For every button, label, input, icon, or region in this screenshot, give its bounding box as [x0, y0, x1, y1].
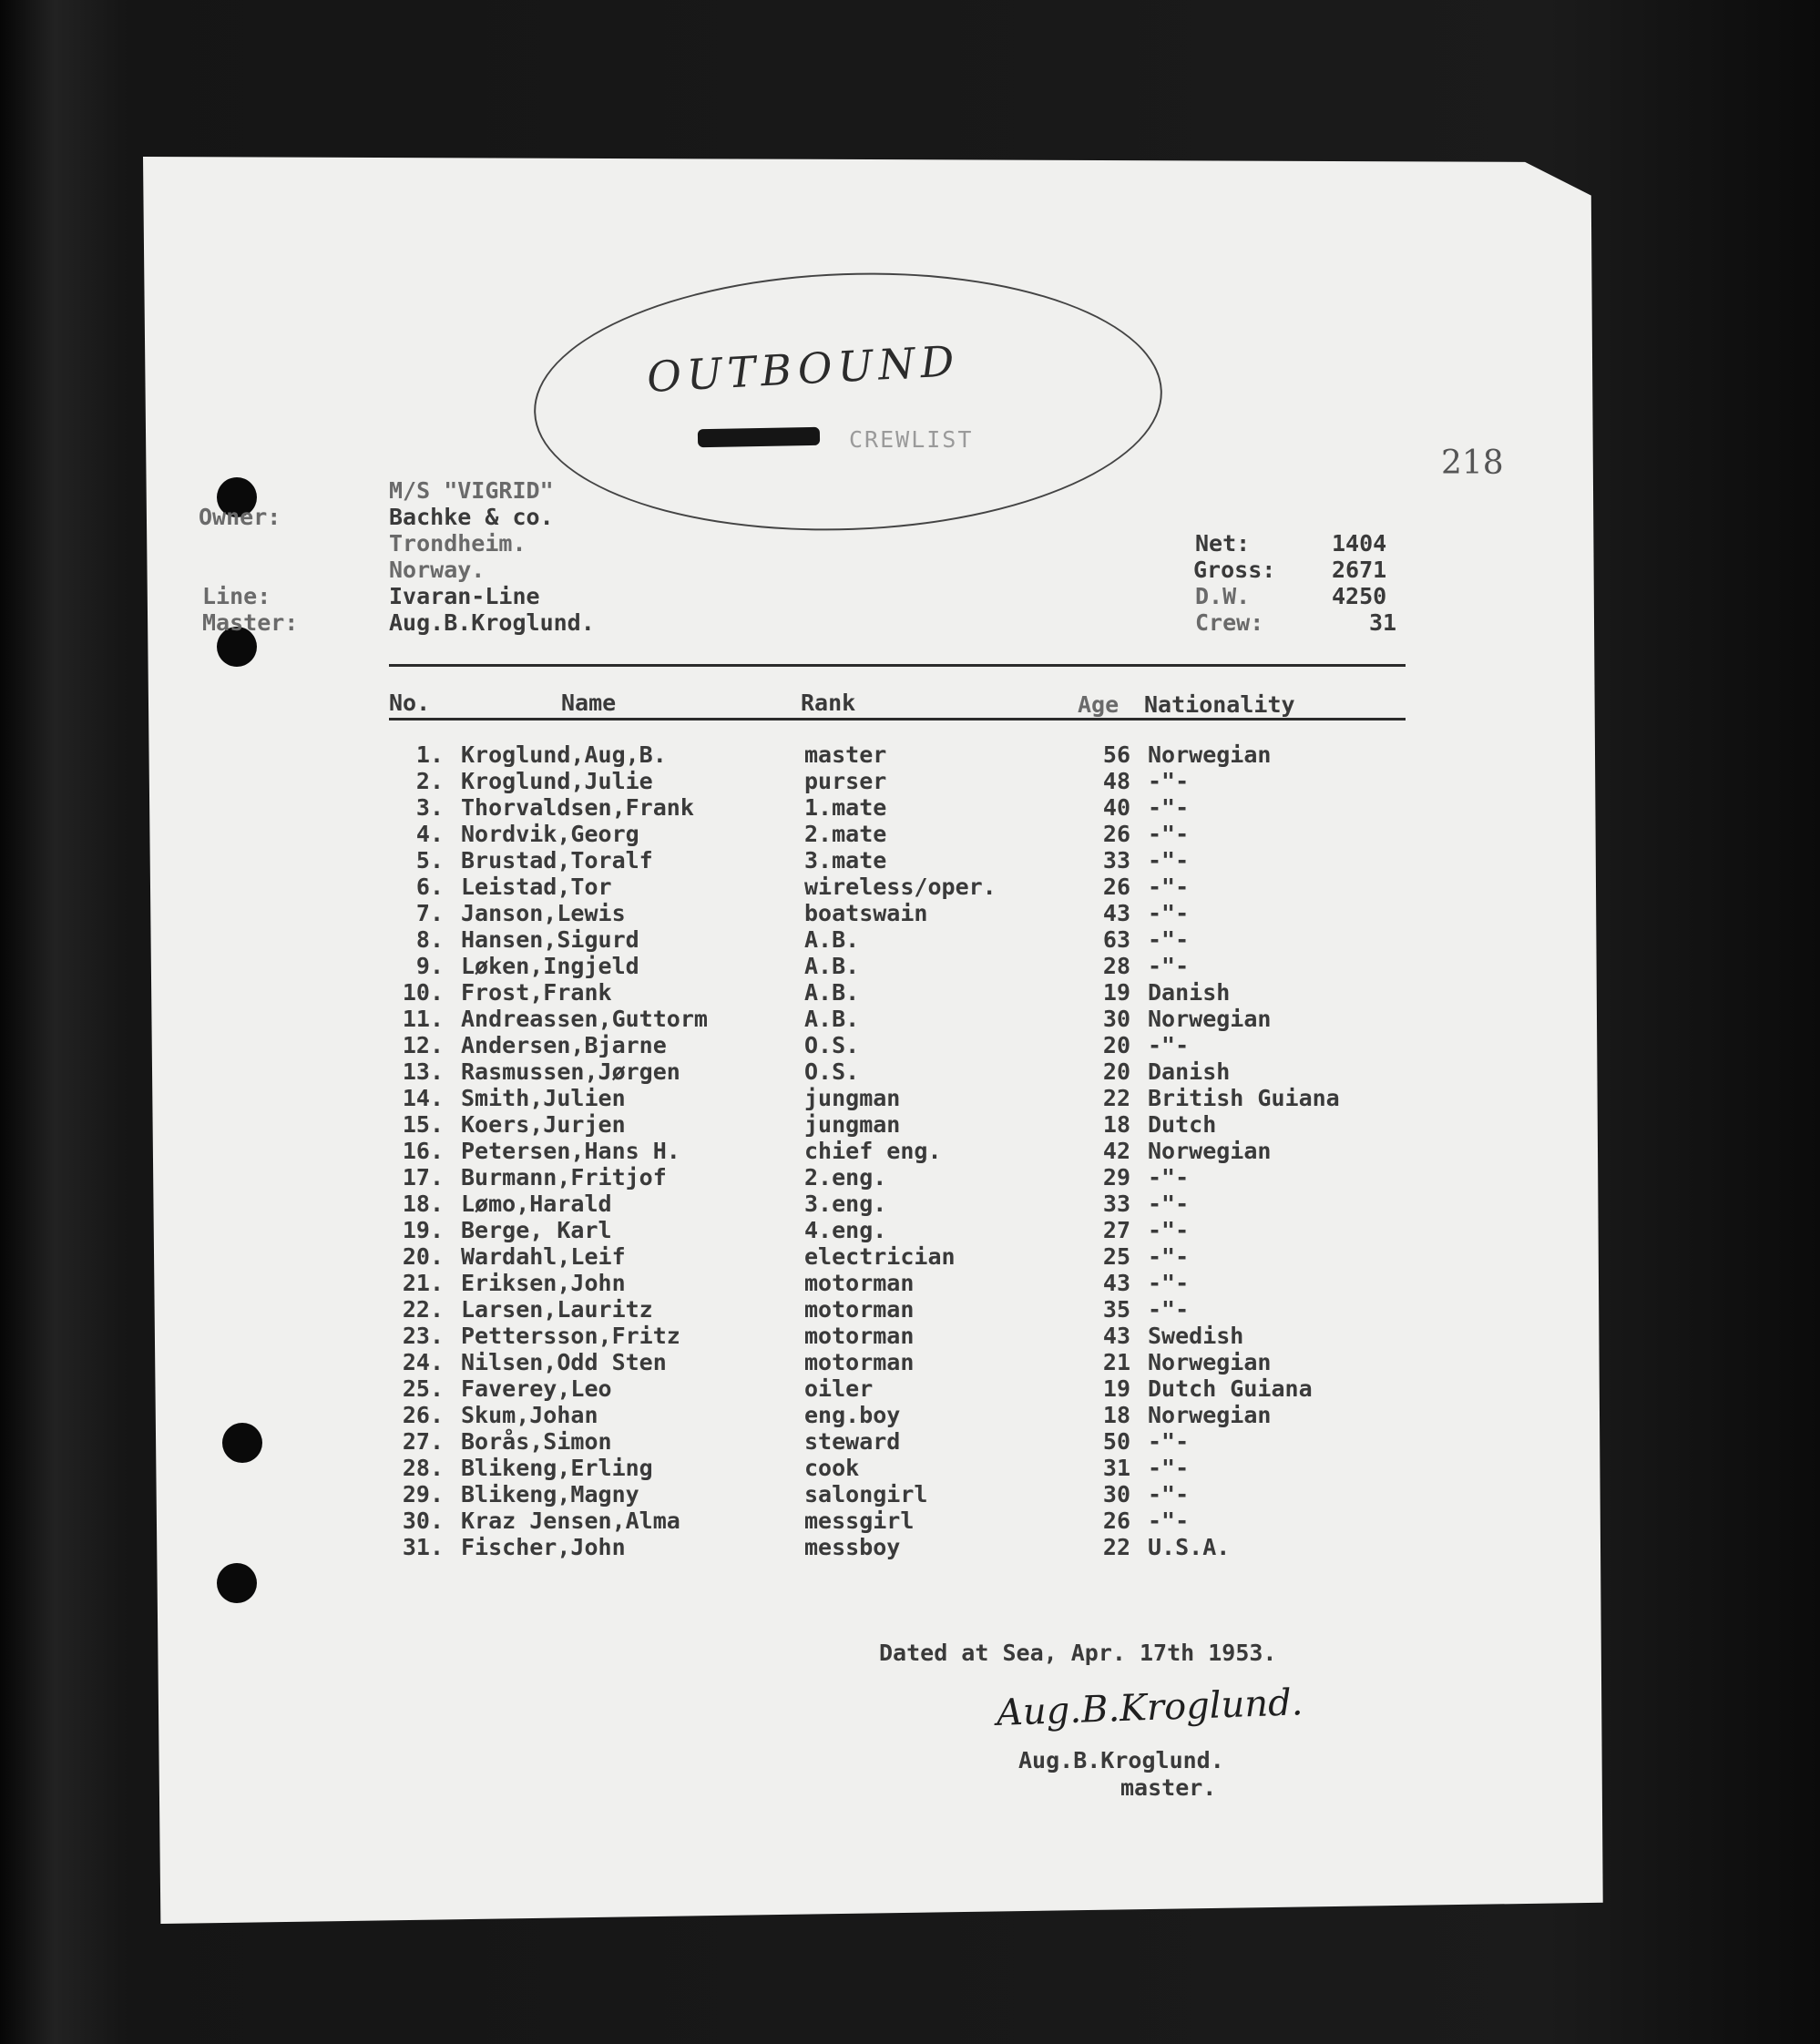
crew-nationality: -"- [1148, 1296, 1190, 1323]
crew-no: 7. [415, 900, 444, 926]
crew-row [0, 926, 1820, 953]
crew-row [0, 953, 1820, 979]
crew-nationality: -"- [1148, 1164, 1190, 1191]
crew-no: 1. [415, 741, 444, 768]
crew-rank: steward [804, 1428, 901, 1455]
crew-age: 22 [1102, 1534, 1130, 1560]
crew-row [0, 1138, 1820, 1164]
crew-no: 19. [402, 1217, 444, 1243]
crew-age: 21 [1102, 1349, 1130, 1375]
crew-name: Blikeng,Magny [461, 1481, 639, 1507]
crew-row [0, 1191, 1820, 1217]
crew-nationality: Swedish [1148, 1323, 1244, 1349]
dated-line: Dated at Sea, Apr. 17th 1953. [879, 1640, 1277, 1666]
crew-nationality: Norwegian [1148, 1402, 1272, 1428]
crew-nationality: -"- [1148, 1191, 1190, 1217]
crew-row [0, 1058, 1820, 1085]
crew-age: 42 [1102, 1138, 1130, 1164]
crew-age: 19 [1102, 1375, 1130, 1402]
crew-name: Larsen,Lauritz [461, 1296, 653, 1323]
crew-row [0, 1111, 1820, 1138]
crew-no: 31. [402, 1534, 444, 1560]
crew-no: 22. [402, 1296, 444, 1323]
crew-nationality: Dutch [1148, 1111, 1217, 1138]
column-header-rank: Rank [801, 690, 856, 716]
crew-rank: salongirl [804, 1481, 928, 1507]
crew-age: 43 [1102, 900, 1130, 926]
crew-no: 12. [402, 1032, 444, 1058]
crew-name: Kraz Jensen,Alma [461, 1507, 680, 1534]
tonnage-value: 1404 [1332, 530, 1387, 557]
crew-age: 28 [1102, 953, 1130, 979]
owner-line: Trondheim. [389, 530, 527, 557]
crew-name: Pettersson,Fritz [461, 1323, 680, 1349]
crew-name: Rasmussen,Jørgen [461, 1058, 680, 1085]
crew-name: Løken,Ingjeld [461, 953, 639, 979]
crew-row [0, 1217, 1820, 1243]
crew-nationality: -"- [1148, 874, 1190, 900]
crew-rank: 1.mate [804, 794, 887, 821]
crew-age: 31 [1102, 1455, 1130, 1481]
crew-rank: eng.boy [804, 1402, 901, 1428]
crew-row [0, 1534, 1820, 1560]
crew-name: Andreassen,Guttorm [461, 1006, 708, 1032]
crew-row [0, 1296, 1820, 1323]
crew-row [0, 1032, 1820, 1058]
crew-rank: purser [804, 768, 887, 794]
crew-age: 18 [1102, 1402, 1130, 1428]
crew-age: 40 [1102, 794, 1130, 821]
signed-name: Aug.B.Kroglund. [1018, 1747, 1224, 1773]
tonnage-value: 2671 [1332, 557, 1387, 583]
line-label: Line: [202, 583, 271, 609]
crew-nationality: -"- [1148, 768, 1190, 794]
header-underline [389, 718, 1406, 721]
crew-age: 43 [1102, 1270, 1130, 1296]
crew-nationality: -"- [1148, 1270, 1190, 1296]
crew-rank: 3.mate [804, 847, 887, 874]
crew-rank: jungman [804, 1085, 901, 1111]
crew-rank: motorman [804, 1270, 915, 1296]
crew-rank: wireless/oper. [804, 874, 997, 900]
crew-name: Skum,Johan [461, 1402, 598, 1428]
crew-age: 26 [1102, 1507, 1130, 1534]
crew-name: Eriksen,John [461, 1270, 626, 1296]
crew-age: 19 [1102, 979, 1130, 1006]
crew-nationality: Danish [1148, 979, 1231, 1006]
crew-row [0, 794, 1820, 821]
crew-no: 14. [402, 1085, 444, 1111]
crew-name: Fischer,John [461, 1534, 626, 1560]
crew-nationality: -"- [1148, 1032, 1190, 1058]
crew-row [0, 900, 1820, 926]
crew-rank: A.B. [804, 953, 860, 979]
owner-line: Norway. [389, 557, 486, 583]
page-number: 218 [1441, 445, 1504, 482]
crew-age: 22 [1102, 1085, 1130, 1111]
crew-age: 27 [1102, 1217, 1130, 1243]
crew-rank: motorman [804, 1323, 915, 1349]
crew-rank: 3.eng. [804, 1191, 887, 1217]
crew-age: 30 [1102, 1006, 1130, 1032]
punch-hole [217, 1563, 257, 1603]
crew-name: Frost,Frank [461, 979, 612, 1006]
crew-name: Wardahl,Leif [461, 1243, 626, 1270]
crew-no: 20. [402, 1243, 444, 1270]
signed-title: master. [1120, 1774, 1217, 1801]
crew-row [0, 1164, 1820, 1191]
crew-no: 15. [402, 1111, 444, 1138]
crew-no: 23. [402, 1323, 444, 1349]
crew-rank: O.S. [804, 1032, 860, 1058]
crew-name: Lømo,Harald [461, 1191, 612, 1217]
crew-rank: A.B. [804, 926, 860, 953]
crew-nationality: -"- [1148, 1217, 1190, 1243]
crew-rank: 2.mate [804, 821, 887, 847]
crew-nationality: -"- [1148, 821, 1190, 847]
crew-nationality: -"- [1148, 794, 1190, 821]
crew-rank: oiler [804, 1375, 874, 1402]
crew-row [0, 979, 1820, 1006]
crew-name: Brustad,Toralf [461, 847, 653, 874]
crew-no: 17. [402, 1164, 444, 1191]
crew-rank: motorman [804, 1296, 915, 1323]
crew-rank: boatswain [804, 900, 928, 926]
crew-nationality: -"- [1148, 953, 1190, 979]
crew-age: 29 [1102, 1164, 1130, 1191]
crew-no: 28. [402, 1455, 444, 1481]
redaction-mark [698, 427, 820, 447]
crew-rank: chief eng. [804, 1138, 942, 1164]
outbound-annotation: OUTBOUND [645, 336, 961, 402]
crew-nationality: -"- [1148, 847, 1190, 874]
crew-name: Berge, Karl [461, 1217, 612, 1243]
crew-name: Hansen,Sigurd [461, 926, 639, 953]
crew-row [0, 821, 1820, 847]
crew-no: 11. [402, 1006, 444, 1032]
crew-row [0, 1085, 1820, 1111]
crew-no: 30. [402, 1507, 444, 1534]
crew-name: Thorvaldsen,Frank [461, 794, 694, 821]
owner-label: Owner: [199, 504, 281, 530]
crew-no: 6. [415, 874, 444, 900]
crew-nationality: Dutch Guiana [1148, 1375, 1313, 1402]
document-title: CREWLIST [849, 426, 974, 453]
tonnage-label: D.W. [1195, 583, 1251, 609]
crew-rank: O.S. [804, 1058, 860, 1085]
crew-row [0, 1375, 1820, 1402]
crew-no: 13. [402, 1058, 444, 1085]
divider [389, 664, 1406, 667]
crew-no: 29. [402, 1481, 444, 1507]
crew-nationality: -"- [1148, 1507, 1190, 1534]
crew-no: 3. [415, 794, 444, 821]
crew-age: 20 [1102, 1032, 1130, 1058]
crew-rank: cook [804, 1455, 860, 1481]
crew-row [0, 1402, 1820, 1428]
crew-no: 21. [402, 1270, 444, 1296]
crew-row [0, 1481, 1820, 1507]
crew-rank: electrician [804, 1243, 956, 1270]
crew-age: 20 [1102, 1058, 1130, 1085]
crew-age: 35 [1102, 1296, 1130, 1323]
crew-age: 48 [1102, 768, 1130, 794]
line-value: Ivaran-Line [389, 583, 540, 609]
crew-age: 33 [1102, 847, 1130, 874]
tonnage-value: 4250 [1332, 583, 1387, 609]
tonnage-label: Crew: [1195, 609, 1264, 636]
crew-age: 33 [1102, 1191, 1130, 1217]
crew-name: Petersen,Hans H. [461, 1138, 680, 1164]
crew-rank: jungman [804, 1111, 901, 1138]
column-header-age: Age [1078, 691, 1120, 718]
crew-no: 16. [402, 1138, 444, 1164]
column-header-nationality: Nationality [1144, 691, 1295, 718]
crew-no: 18. [402, 1191, 444, 1217]
crew-nationality: -"- [1148, 1455, 1190, 1481]
crew-nationality: Norwegian [1148, 1349, 1272, 1375]
crew-nationality: Norwegian [1148, 1006, 1272, 1032]
crew-name: Nordvik,Georg [461, 821, 639, 847]
crew-no: 4. [415, 821, 444, 847]
crew-age: 25 [1102, 1243, 1130, 1270]
crew-name: Kroglund,Julie [461, 768, 653, 794]
crew-rank: 2.eng. [804, 1164, 887, 1191]
crew-no: 24. [402, 1349, 444, 1375]
crew-row [0, 1428, 1820, 1455]
crew-no: 27. [402, 1428, 444, 1455]
crew-row [0, 741, 1820, 768]
crew-name: Blikeng,Erling [461, 1455, 653, 1481]
crew-row [0, 874, 1820, 900]
crew-row [0, 1243, 1820, 1270]
crew-nationality: Danish [1148, 1058, 1231, 1085]
crew-nationality: -"- [1148, 900, 1190, 926]
crew-nationality: -"- [1148, 1481, 1190, 1507]
crew-age: 50 [1102, 1428, 1130, 1455]
crew-rank: A.B. [804, 979, 860, 1006]
crew-row [0, 768, 1820, 794]
crew-nationality: U.S.A. [1148, 1534, 1231, 1560]
crew-row [0, 1270, 1820, 1296]
crew-nationality: -"- [1148, 926, 1190, 953]
crew-no: 9. [415, 953, 444, 979]
crew-name: Nilsen,Odd Sten [461, 1349, 667, 1375]
crew-age: 26 [1102, 821, 1130, 847]
crew-name: Andersen,Bjarne [461, 1032, 667, 1058]
crew-row [0, 847, 1820, 874]
crew-nationality: Norwegian [1148, 1138, 1272, 1164]
crew-no: 8. [415, 926, 444, 953]
crew-row [0, 1455, 1820, 1481]
crew-row [0, 1323, 1820, 1349]
column-header-no: No. [389, 690, 431, 716]
crew-age: 43 [1102, 1323, 1130, 1349]
crew-name: Koers,Jurjen [461, 1111, 626, 1138]
crew-no: 2. [415, 768, 444, 794]
crew-age: 26 [1102, 874, 1130, 900]
column-header-name: Name [561, 690, 617, 716]
crew-no: 5. [415, 847, 444, 874]
tonnage-label: Gross: [1193, 557, 1276, 583]
crew-row [0, 1006, 1820, 1032]
crew-rank: A.B. [804, 1006, 860, 1032]
crew-name: Leistad,Tor [461, 874, 612, 900]
owner-line: Bachke & co. [389, 504, 554, 530]
tonnage-value: 31 [1369, 609, 1397, 636]
crew-no: 10. [402, 979, 444, 1006]
crew-nationality: -"- [1148, 1243, 1190, 1270]
signature: Aug.B.Kroglund. [996, 1681, 1304, 1734]
master-value: Aug.B.Kroglund. [389, 609, 595, 636]
crew-age: 18 [1102, 1111, 1130, 1138]
crew-nationality: Norwegian [1148, 741, 1272, 768]
crew-rank: master [804, 741, 887, 768]
crew-name: Janson,Lewis [461, 900, 626, 926]
crew-nationality: -"- [1148, 1428, 1190, 1455]
crew-age: 30 [1102, 1481, 1130, 1507]
crew-age: 63 [1102, 926, 1130, 953]
tonnage-label: Net: [1195, 530, 1251, 557]
master-label: Master: [202, 609, 299, 636]
crew-rank: motorman [804, 1349, 915, 1375]
crew-name: Faverey,Leo [461, 1375, 612, 1402]
crew-rank: messgirl [804, 1507, 915, 1534]
crew-age: 56 [1102, 741, 1130, 768]
vessel-name: M/S "VIGRID" [389, 477, 554, 504]
crew-name: Borås,Simon [461, 1428, 612, 1455]
crew-row [0, 1507, 1820, 1534]
crew-name: Smith,Julien [461, 1085, 626, 1111]
crew-rank: 4.eng. [804, 1217, 887, 1243]
crew-nationality: British Guiana [1148, 1085, 1340, 1111]
crew-name: Burmann,Fritjof [461, 1164, 667, 1191]
crew-row [0, 1349, 1820, 1375]
crew-name: Kroglund,Aug,B. [461, 741, 667, 768]
crew-no: 26. [402, 1402, 444, 1428]
crew-no: 25. [402, 1375, 444, 1402]
crew-rank: messboy [804, 1534, 901, 1560]
